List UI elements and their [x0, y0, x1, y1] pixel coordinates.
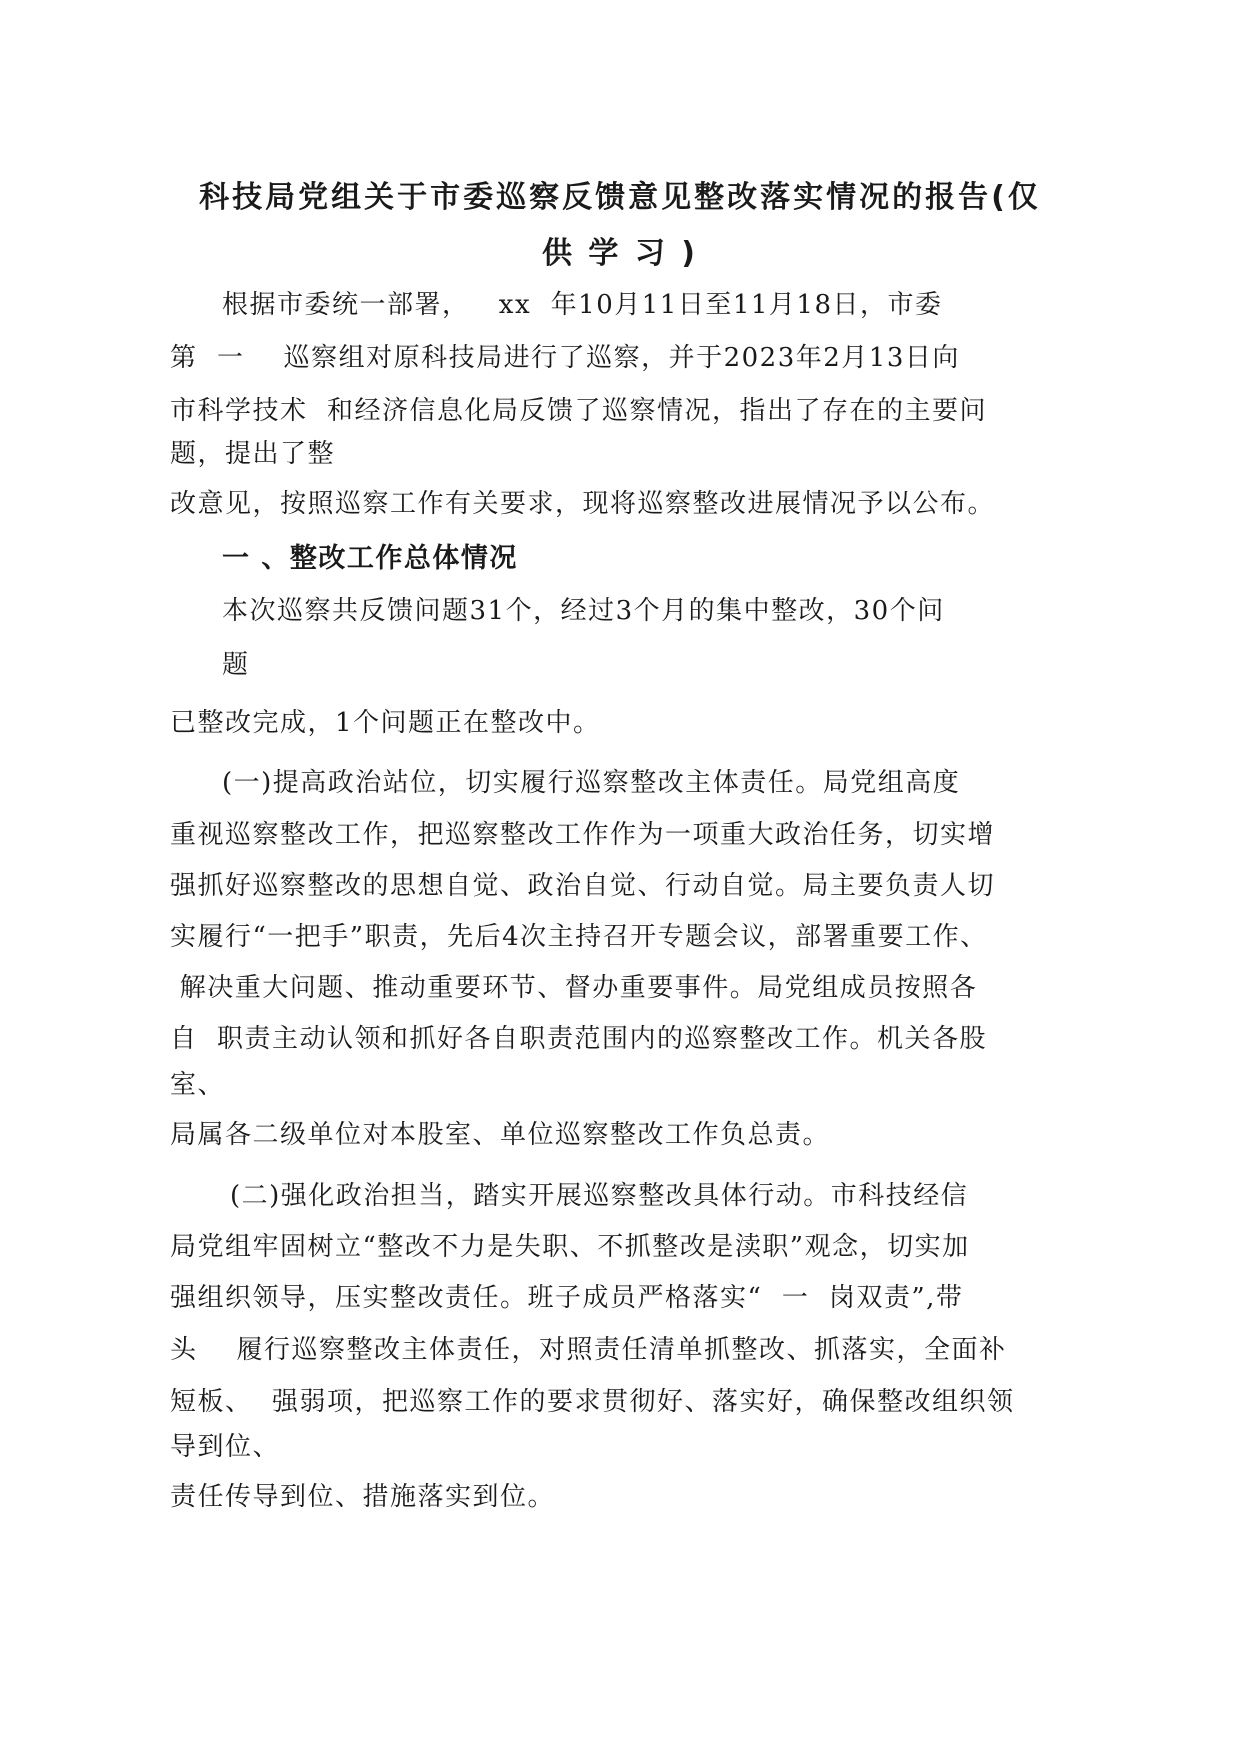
section-heading: 一 、整改工作总体情况 — [222, 543, 518, 574]
text-line: 短板、 强弱项，把巡察工作的要求贯彻好、落实好，确保整改组织领 — [170, 1387, 1015, 1417]
document-title-line-1: 科技局党组关于市委巡察反馈意见整改落实情况的报告(仅 — [199, 180, 1041, 215]
text-line: (二)强化政治担当，踏实开展巡察整改具体行动。市科技经信 — [230, 1181, 969, 1211]
text-line: 头 履行巡察整改主体责任，对照责任清单抓整改、抓落实，全面补 — [170, 1335, 1007, 1365]
text-line: 局党组牢固树立“整改不力是失职、不抓整改是渎职”观念，切实加 — [170, 1232, 970, 1262]
text-line: 第 一 巡察组对原科技局进行了巡察，并于2023年2月13日向 — [170, 343, 960, 373]
text-line: 责任传导到位、措施落实到位。 — [170, 1482, 556, 1512]
text-line: 题 — [222, 650, 250, 680]
text-line: 改意见，按照巡察工作有关要求，现将巡察整改进展情况予以公布。 — [170, 489, 996, 519]
text-line: 根据市委统一部署， xx 年10月11日至11月18日，市委 — [222, 290, 943, 320]
text-line: 导到位、 — [170, 1432, 281, 1462]
text-line: 重视巡察整改工作，把巡察整改工作作为一项重大政治任务，切实增 — [170, 820, 996, 850]
text-line: 强组织领导，压实整改责任。班子成员严格落实“ 一 岗双责”,带 — [170, 1283, 964, 1313]
text-line: 市科学技术 和经济信息化局反馈了巡察情况，指出了存在的主要问 — [170, 396, 988, 426]
document-title-line-2: 供 学 习 ) — [541, 236, 699, 271]
text-line: 实履行“一把手”职责，先后4次主持召开专题会议，部署重要工作、 — [170, 922, 988, 952]
text-line: 已整改完成，1个问题正在整改中。 — [170, 708, 601, 738]
text-line: 强抓好巡察整改的思想自觉、政治自觉、行动自觉。局主要负责人切 — [170, 871, 996, 901]
text-line: 解决重大问题、推动重要环节、督办重要事件。局党组成员按照各 — [170, 973, 978, 1003]
text-line: (一)提高政治站位，切实履行巡察整改主体责任。局党组高度 — [222, 768, 961, 798]
text-line: 局属各二级单位对本股室、单位巡察整改工作负总责。 — [170, 1120, 831, 1150]
text-line: 自 职责主动认领和抓好各自职责范围内的巡察整改工作。机关各股 — [170, 1024, 988, 1054]
text-line: 室、 — [170, 1070, 226, 1100]
text-line: 本次巡察共反馈问题31个，经过3个月的集中整改，30个问 — [222, 596, 945, 626]
text-line: 题，提出了整 — [170, 439, 336, 469]
